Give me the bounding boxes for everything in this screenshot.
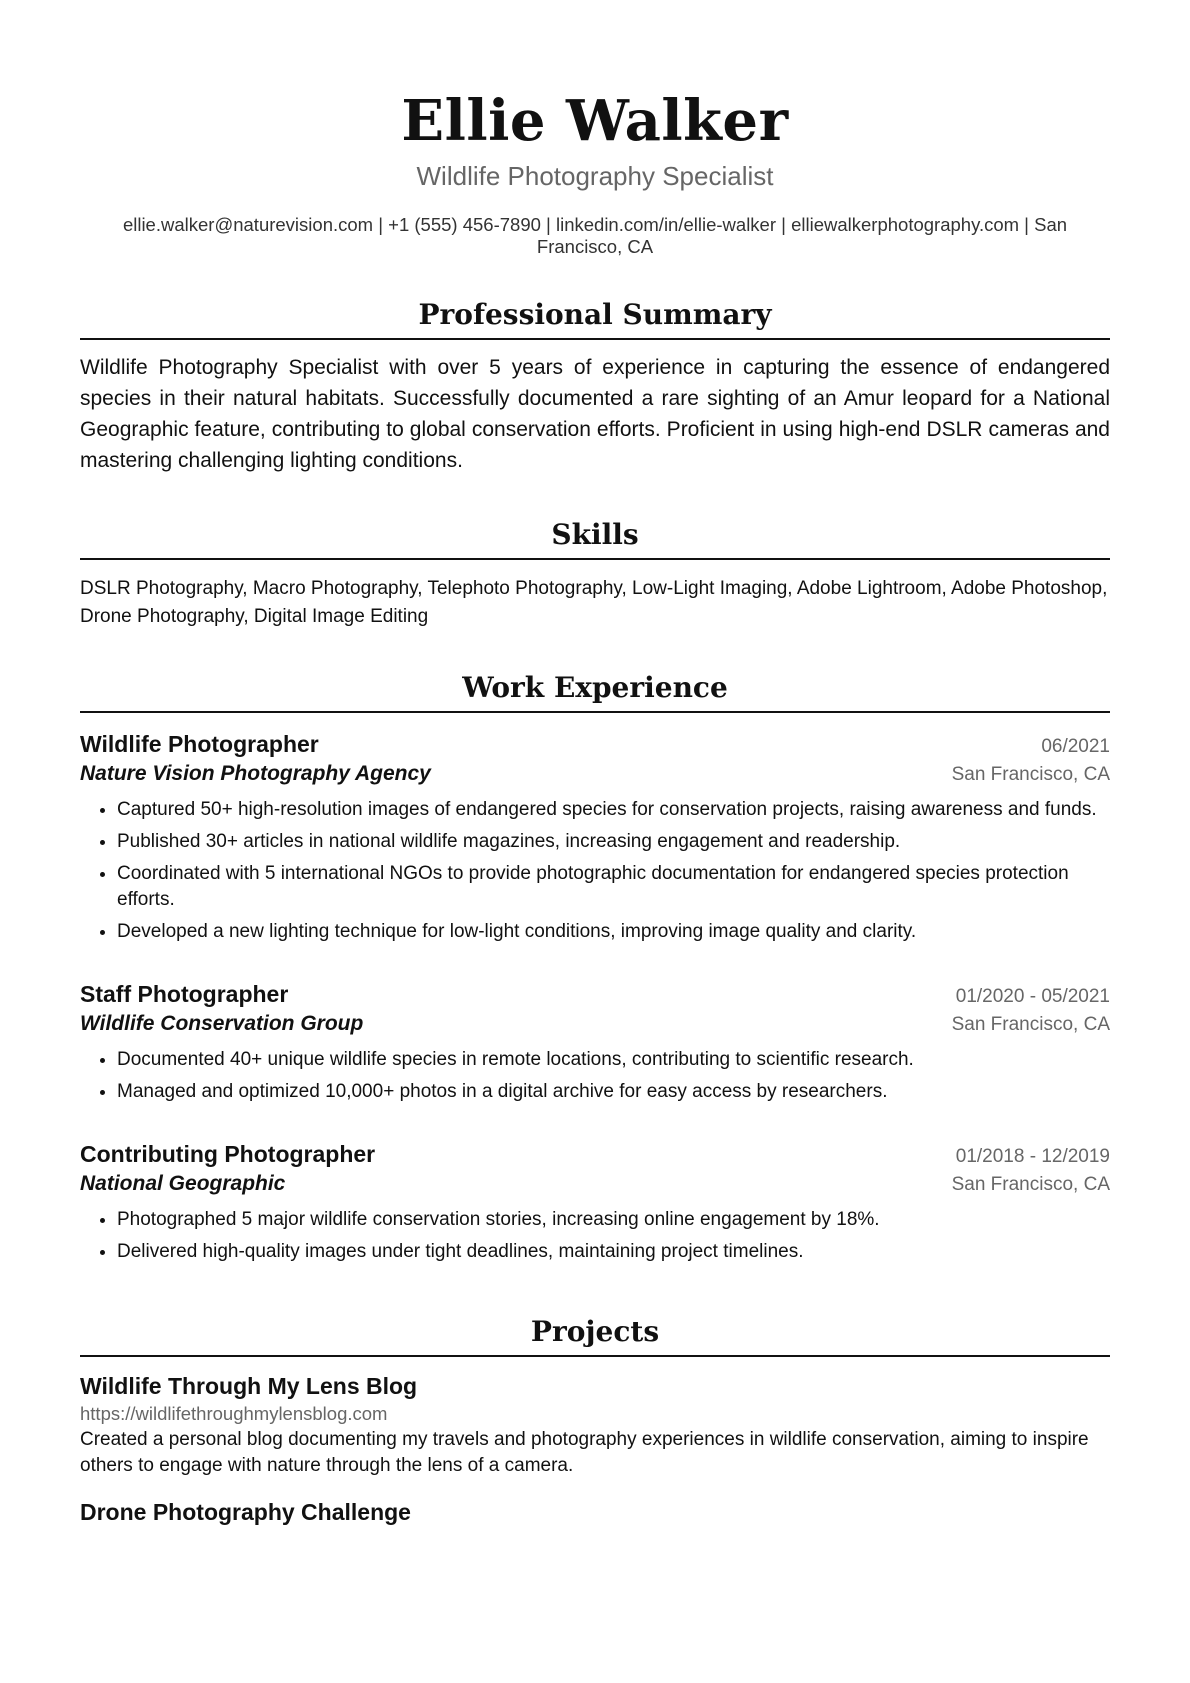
project-entry xyxy=(80,1497,1110,1527)
project-title: Drone Photography Challenge xyxy=(80,1499,411,1525)
section-heading-summary: Professional Summary xyxy=(80,298,1110,340)
summary-text: Wildlife Photography Specialist with over 5 years of experience in capturing the essence of endangered species in their natural habitats. Successfully documented a rare sighting of an Amur leopard for a National Geographic feature, contributing to global conservation efforts. Proficient in using high-end DSLR cameras and mastering challenging lighting conditions. xyxy=(80,356,1110,472)
job-location: San Francisco, CA xyxy=(951,1014,1110,1035)
project-entry xyxy=(80,1371,1110,1479)
experience-section xyxy=(80,671,1110,1265)
resume-header xyxy=(80,86,1110,258)
job-company: Nature Vision Photography Agency xyxy=(80,762,431,785)
job-bullet: • Published 30+ articles in national wildlife magazines, increasing engagement and readership. xyxy=(117,829,1110,855)
job-date: 06/2021 xyxy=(1041,736,1110,757)
candidate-title: Wildlife Photography Specialist xyxy=(416,161,774,191)
project-url[interactable]: https://wildlifethroughmylensblog.com xyxy=(80,1403,388,1424)
job-bullets xyxy=(80,1047,1110,1105)
job-entry xyxy=(80,979,1110,1105)
job-bullet: • Developed a new lighting technique for low-light conditions, improving image quality and clarity. xyxy=(117,919,1110,945)
job-entry xyxy=(80,1139,1110,1265)
job-bullets xyxy=(80,1207,1110,1265)
job-bullets xyxy=(80,797,1110,945)
job-location: San Francisco, CA xyxy=(951,1174,1110,1195)
job-bullet: • Captured 50+ high-resolution images of endangered species for conservation projects, raising awareness and funds. xyxy=(117,797,1110,823)
section-heading-experience: Work Experience xyxy=(80,671,1110,713)
summary-section xyxy=(80,298,1110,476)
candidate-name: Ellie Walker xyxy=(401,88,789,154)
project-title: Wildlife Through My Lens Blog xyxy=(80,1373,418,1399)
job-company: National Geographic xyxy=(80,1172,286,1195)
resume-page xyxy=(80,0,1110,1527)
job-company: Wildlife Conservation Group xyxy=(80,1012,364,1035)
skills-section xyxy=(80,518,1110,631)
job-bullet: • Photographed 5 major wildlife conservation stories, increasing online engagement by 18%. xyxy=(117,1207,1110,1233)
projects-section xyxy=(80,1315,1110,1527)
job-bullet: • Managed and optimized 10,000+ photos in a digital archive for easy access by researchers. xyxy=(117,1079,1110,1105)
project-description: Created a personal blog documenting my travels and photography experiences in wildlife conservation, aiming to inspire others to engage with nature through the lens of a camera. xyxy=(80,1429,1089,1476)
section-heading-skills: Skills xyxy=(80,518,1110,560)
section-heading-projects: Projects xyxy=(80,1315,1110,1357)
job-title: Wildlife Photographer xyxy=(80,731,319,757)
skills-text: DSLR Photography, Macro Photography, Telephoto Photography, Low-Light Imaging, Adobe Lightroom, Adobe Photoshop, Drone Photography, Digital Image Editing xyxy=(80,578,1108,627)
job-bullet: • Documented 40+ unique wildlife species in remote locations, contributing to scientific research. xyxy=(117,1047,1110,1073)
job-bullet: • Coordinated with 5 international NGOs to provide photographic documentation for endangered species protection efforts. xyxy=(117,861,1110,913)
job-entry xyxy=(80,729,1110,945)
job-title: Staff Photographer xyxy=(80,981,289,1007)
contact-line: ellie.walker@naturevision.com | +1 (555) 456-7890 | linkedin.com/in/ellie-walker | elliewalkerphotography.com | San Francisco, CA xyxy=(122,214,1068,257)
job-date: 01/2020 - 05/2021 xyxy=(955,986,1110,1007)
job-date: 01/2018 - 12/2019 xyxy=(955,1146,1110,1167)
job-location: San Francisco, CA xyxy=(951,764,1110,785)
job-bullet: • Delivered high-quality images under tight deadlines, maintaining project timelines. xyxy=(117,1239,1110,1265)
job-title: Contributing Photographer xyxy=(80,1141,376,1167)
